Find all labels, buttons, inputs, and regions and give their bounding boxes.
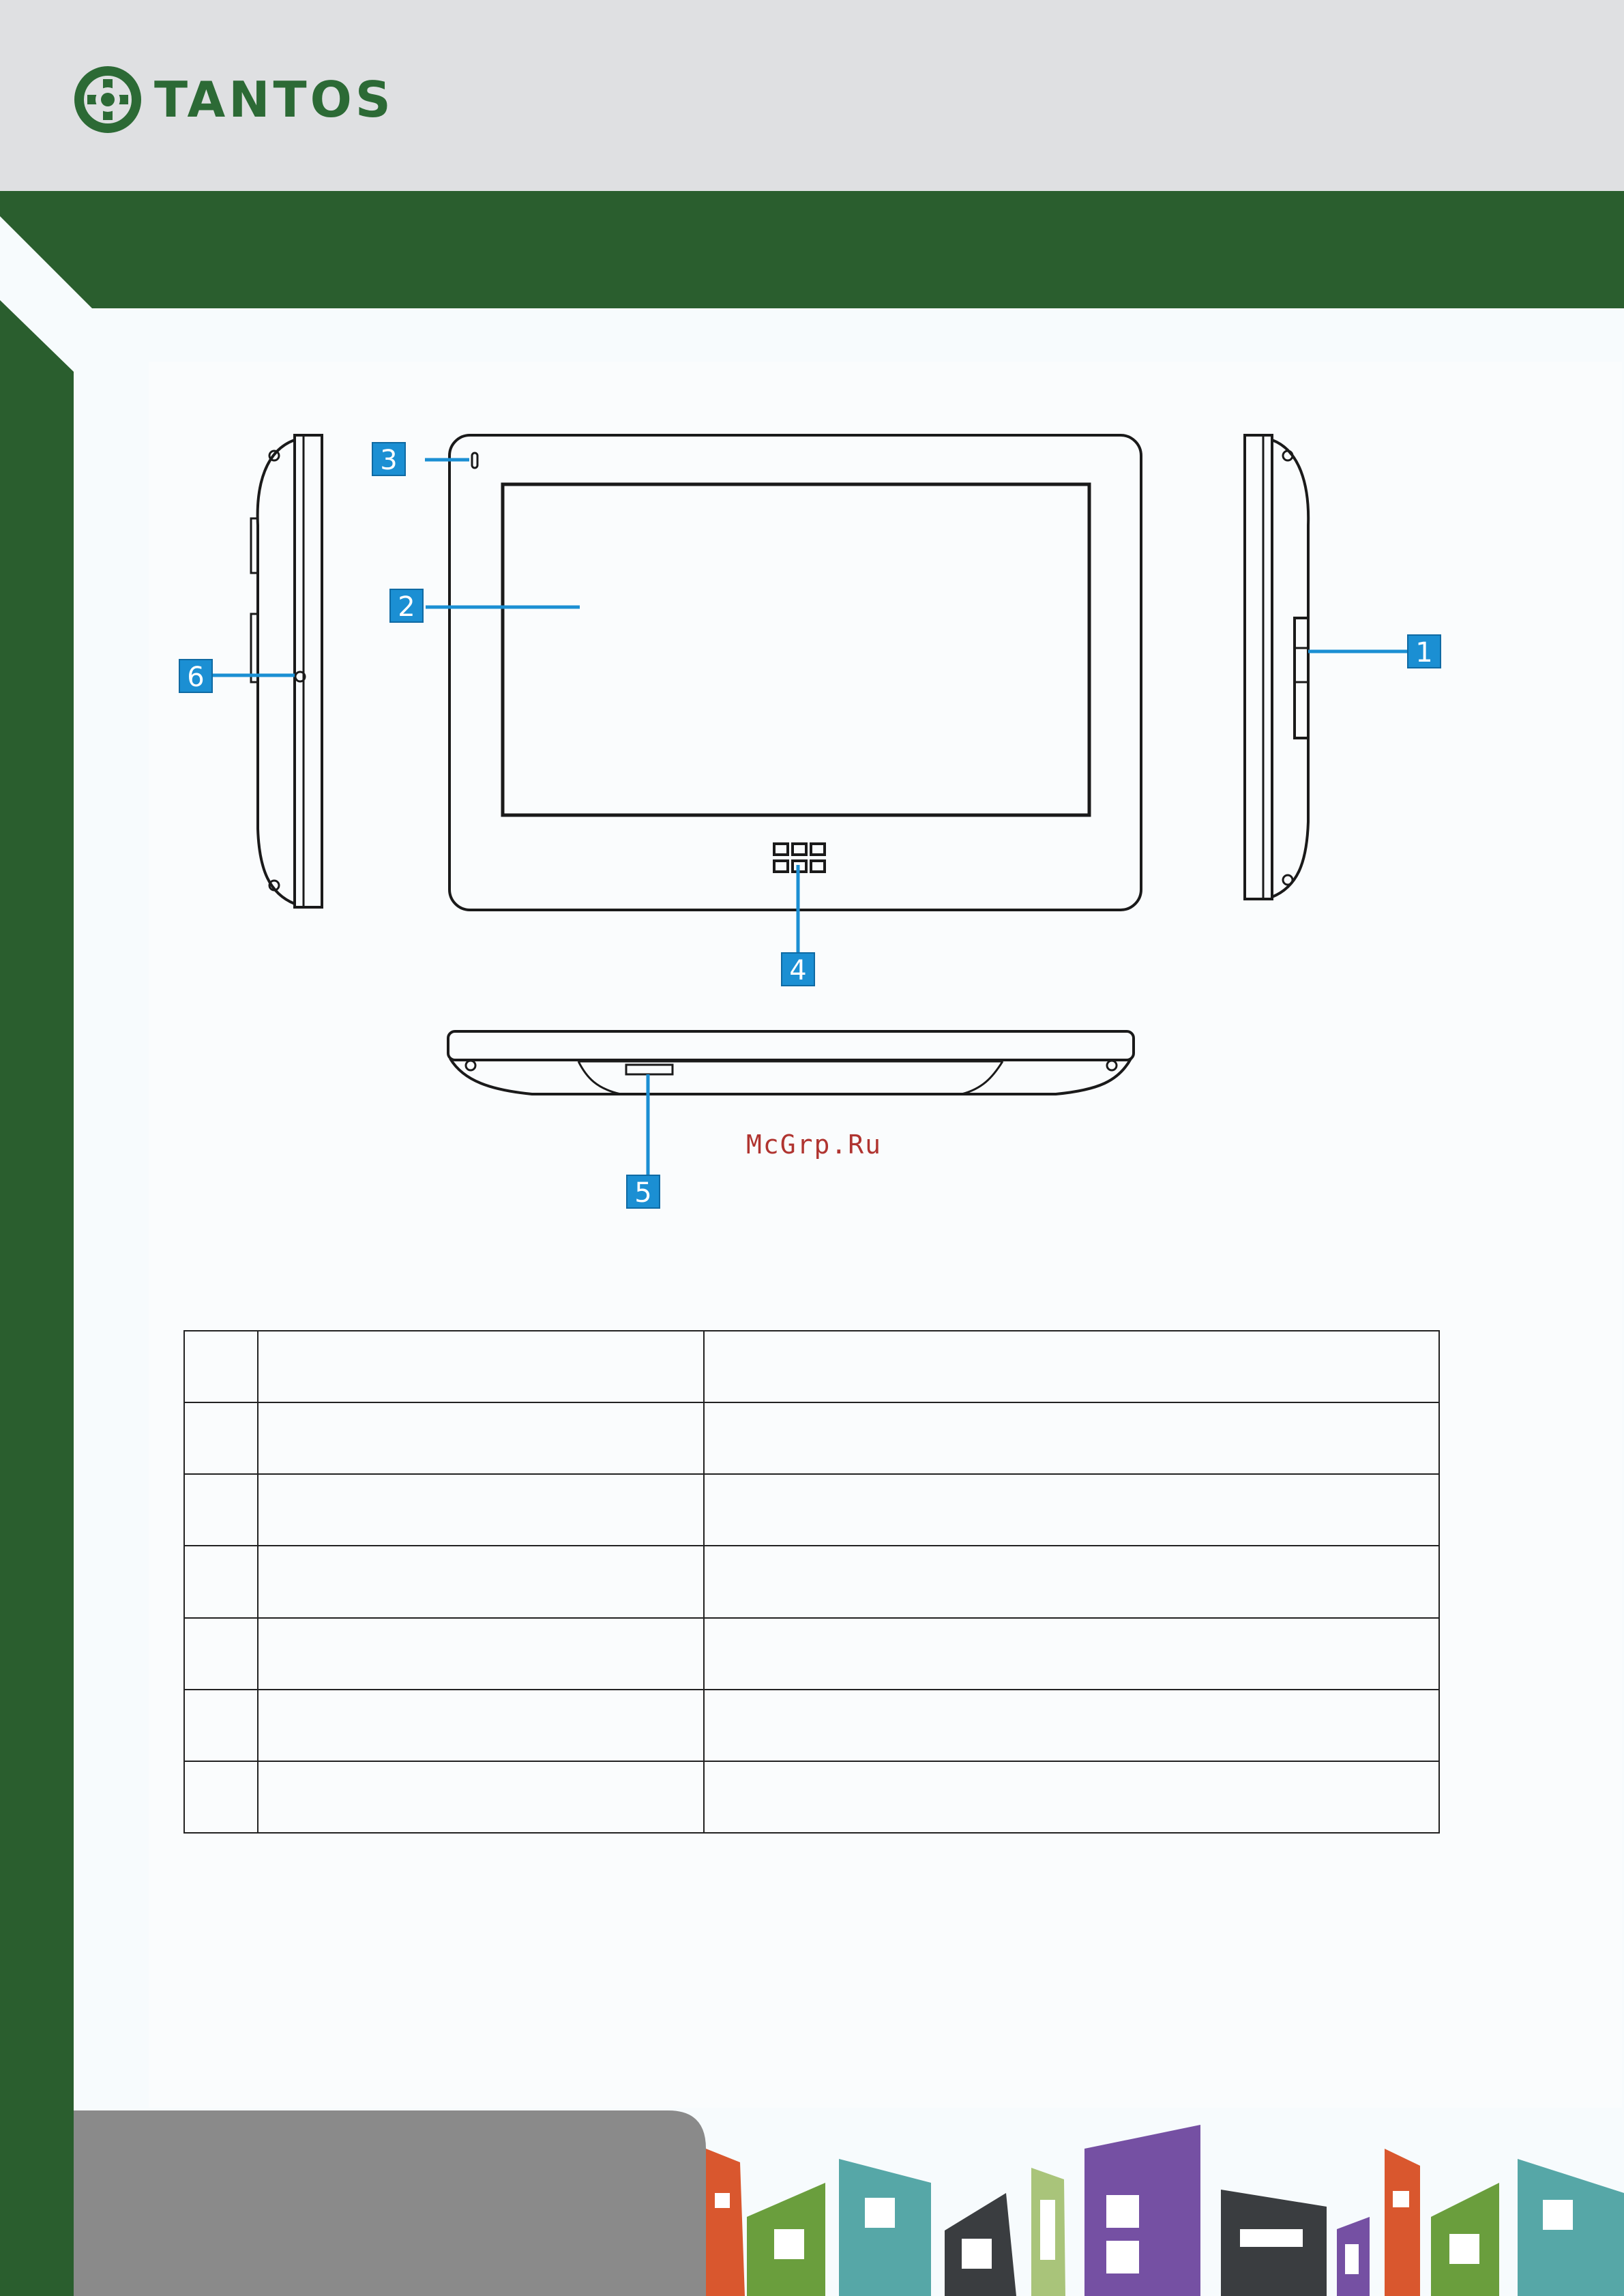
row-name <box>258 1618 704 1690</box>
table-row <box>184 1690 1439 1761</box>
callout-2: 2 <box>389 589 424 623</box>
table-row <box>184 1546 1439 1617</box>
monitor-right-side-view <box>1245 435 1308 899</box>
row-number <box>184 1402 258 1474</box>
brand-name: TANTOS <box>154 71 394 128</box>
row-name <box>258 1761 704 1833</box>
watermark: McGrp.Ru <box>746 1130 883 1160</box>
row-description <box>704 1474 1439 1546</box>
screen <box>503 484 1089 815</box>
spec-table <box>183 1330 1440 1834</box>
row-name <box>258 1474 704 1546</box>
row-name <box>258 1690 704 1761</box>
table-row <box>184 1331 1439 1402</box>
row-description <box>704 1331 1439 1402</box>
bottom-slot <box>626 1065 673 1074</box>
row-description <box>704 1402 1439 1474</box>
monitor-bottom-view <box>448 1031 1134 1094</box>
row-description <box>704 1546 1439 1617</box>
row-number <box>184 1331 258 1402</box>
row-number <box>184 1474 258 1546</box>
row-number <box>184 1546 258 1617</box>
callout-6: 6 <box>179 659 213 693</box>
table-row <box>184 1402 1439 1474</box>
row-description <box>704 1690 1439 1761</box>
row-number <box>184 1690 258 1761</box>
row-description <box>704 1761 1439 1833</box>
table-row <box>184 1618 1439 1690</box>
table-row <box>184 1474 1439 1546</box>
monitor-left-side-view <box>251 435 322 907</box>
callout-5: 5 <box>626 1175 660 1209</box>
led-indicator <box>472 453 477 468</box>
side-buttons <box>1295 618 1308 738</box>
row-name <box>258 1331 704 1402</box>
row-number <box>184 1761 258 1833</box>
row-name <box>258 1402 704 1474</box>
callout-3: 3 <box>372 442 406 476</box>
row-name <box>258 1546 704 1617</box>
callout-4: 4 <box>781 952 815 986</box>
row-description <box>704 1618 1439 1690</box>
row-number <box>184 1618 258 1690</box>
city-illustration <box>706 2125 1624 2296</box>
table-row <box>184 1761 1439 1833</box>
monitor-front-view <box>449 435 1141 910</box>
callout-1: 1 <box>1407 634 1441 668</box>
